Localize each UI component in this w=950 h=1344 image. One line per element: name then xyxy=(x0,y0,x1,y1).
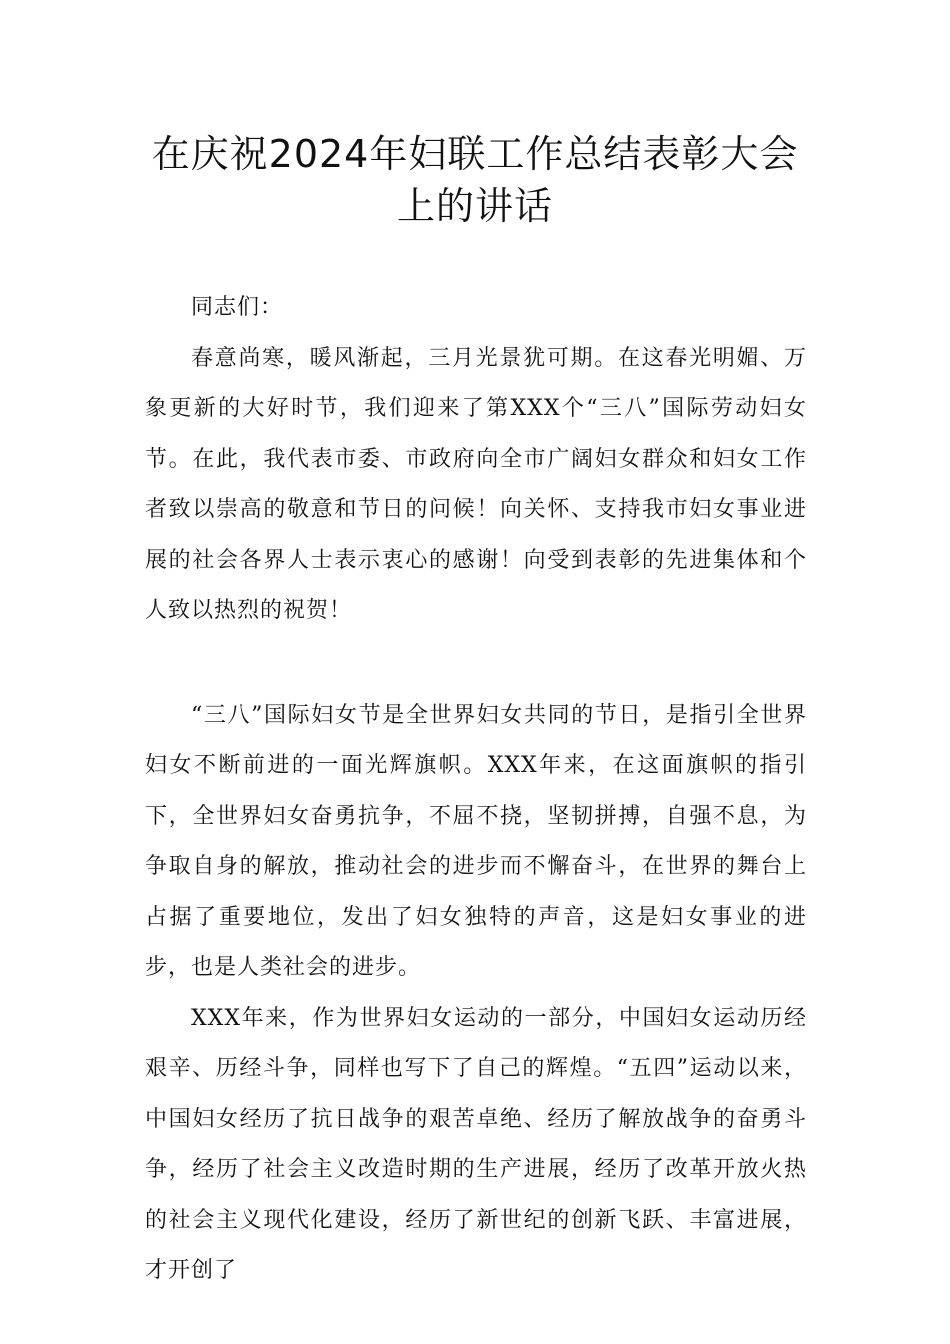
paragraph-3: XXX年来，作为世界妇女运动的一部分，中国妇女运动历经艰辛、历经斗争，同样也写下了自己的辉煌。“五四”运动以来，中国妇女经历了抗日战争的艰苦卓绝、经历了解放战争的奋勇斗争，经历了社会主义改造时期的生产进展，经历了改革开放火热的社会主义现代化建设，经历了新世纪的创新飞跃、丰富进展，才开创了 xyxy=(145,1005,807,1283)
title-line-1: 在庆祝2024年妇联工作总结表彰大会 xyxy=(151,132,799,176)
document-body xyxy=(145,283,807,1297)
document-title xyxy=(120,128,830,232)
paragraph-1: 春意尚寒，暖风渐起，三月光景犹可期。在这春光明媚、万象更新的大好时节，我们迎来了第XXX个“三八”国际劳动妇女节。在此，我代表市委、市政府向全市广阔妇女群众和妇女工作者致以崇高的敬意和节日的问候！向关怀、支持我市妇女事业进展的社会各界人士表示衷心的感谢！向受到表彰的先进集体和个人致以热烈的祝贺！ xyxy=(145,345,807,623)
salutation: 同志们： xyxy=(191,295,284,320)
paragraph-2: “三八”国际妇女节是全世界妇女共同的节日，是指引全世界妇女不断前进的一面光辉旗帜。XXX年来，在这面旗帜的指引下，全世界妇女奋勇抗争，不屈不挠，坚韧拼搏，自强不息，为争取自身的解放，推动社会的进步而不懈奋斗，在世界的舞台上占据了重要地位，发出了妇女独特的声音，这是妇女事业的进步，也是人类社会的进步。 xyxy=(145,702,807,980)
title-line-2: 上的讲话 xyxy=(396,184,553,228)
